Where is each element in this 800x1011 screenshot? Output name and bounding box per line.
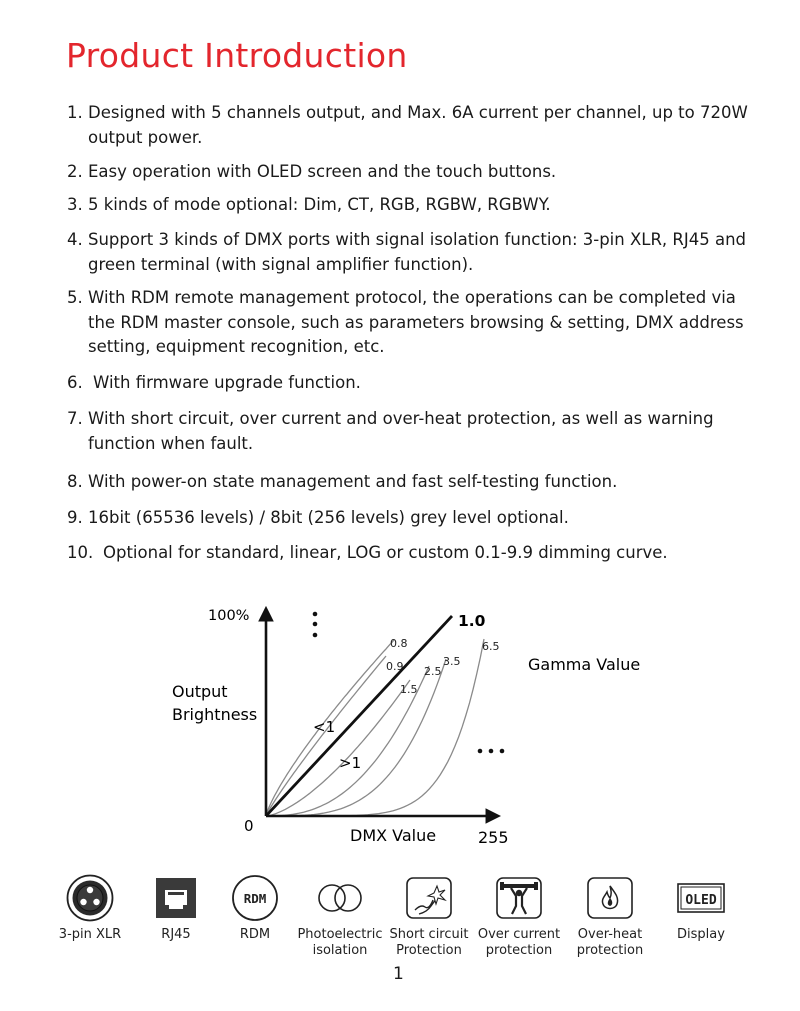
oled-glyph: OLED: [685, 893, 717, 908]
curve-label-gamma-1-5: 1.5: [400, 683, 418, 696]
item-text: With power-on state management and fast self-testing function.: [88, 472, 618, 491]
list-item: [67, 160, 757, 185]
rj45-port-icon: [152, 874, 200, 922]
curve-group: [266, 616, 484, 816]
feature-icon-label: RDM: [239, 927, 271, 942]
list-item: [67, 371, 757, 396]
oled-display-icon: [677, 874, 725, 922]
item-text: Support 3 kinds of DMX ports with signal isolation function: 3-pin XLR, RJ45 and green terminal (with signal amplifier function).: [88, 230, 747, 274]
page-number: 1: [393, 964, 404, 984]
dimming-curve-chart: [172, 595, 660, 860]
item-number: 7.: [67, 409, 83, 428]
item-text: 5 kinds of mode optional: Dim, CT, RGB, RGBW, RGBWY.: [88, 195, 551, 214]
item-text: Optional for standard, linear, LOG or custom 0.1-9.9 dimming curve.: [103, 543, 668, 562]
vertical-ellipsis: [313, 612, 318, 638]
less-than-one-label: <1: [313, 718, 336, 736]
rdm-icon: [231, 874, 279, 922]
origin-label: 0: [244, 817, 254, 835]
list-item: [67, 407, 757, 456]
feature-icon-label: 3-pin XLR: [58, 927, 122, 942]
chart-svg: [172, 595, 660, 860]
feature-icon-label: RJ45: [161, 927, 191, 942]
item-text: Easy operation with OLED screen and the touch buttons.: [88, 162, 557, 181]
item-number: 1.: [67, 103, 83, 122]
item-number: 8.: [67, 472, 83, 491]
item-text: Designed with 5 channels output, and Max. 6A current per channel, up to 720W output power.: [88, 103, 748, 147]
item-number: 9.: [67, 508, 83, 527]
curve-gamma-1-5: [266, 680, 410, 816]
x-axis-label: DMX Value: [350, 826, 437, 845]
list-item: [67, 193, 757, 218]
y-axis-label-line2: Brightness: [172, 705, 258, 724]
over-current-icon: [495, 874, 543, 922]
list-item: [67, 286, 757, 360]
item-number: 6.: [67, 373, 83, 392]
feature-icon-label: Display: [677, 927, 725, 942]
y-max-label: 100%: [208, 608, 250, 624]
curve-label-gamma-0-9: 0.9: [386, 660, 404, 673]
short-circuit-icon: [405, 874, 453, 922]
item-number: 4.: [67, 230, 83, 249]
curve-label-group: [386, 637, 500, 696]
photoelectric-isolation-icon: [316, 874, 364, 922]
item-number: 3.: [67, 195, 83, 214]
curve-label-gamma-6-5: 6.5: [482, 640, 500, 653]
feature-icon-row: [40, 870, 780, 990]
y-axis-label-line1: Output: [172, 682, 228, 701]
list-item: [67, 506, 757, 531]
curve-gamma-0-9: [266, 656, 386, 816]
linear-curve-label: 1.0: [458, 612, 486, 630]
item-text: With short circuit, over current and over-heat protection, as well as warning function when fault.: [88, 409, 714, 453]
list-item: [67, 541, 757, 566]
feature-icon-label: Photoelectric isolation: [297, 927, 383, 958]
rdm-glyph: RDM: [243, 891, 267, 906]
feature-icon-label: Short circuit Protection: [389, 927, 469, 958]
feature-icon-label: Over-heat protection: [576, 927, 644, 958]
gamma-value-label: Gamma Value: [528, 655, 641, 674]
list-item: [67, 470, 757, 495]
item-text: 16bit (65536 levels) / 8bit (256 levels) grey level optional.: [88, 508, 569, 527]
curve-label-gamma-3-5: 3.5: [443, 655, 461, 668]
greater-than-one-label: >1: [339, 754, 362, 772]
over-heat-icon: [586, 874, 634, 922]
item-text: With RDM remote management protocol, the operations can be completed via the RDM master console, such as parameters browsing & setting, DMX address setting, equipment recognition, etc.: [88, 288, 744, 356]
item-number: 5.: [67, 288, 83, 307]
xlr-connector-icon: [66, 874, 114, 922]
curve-label-gamma-0-8: 0.8: [390, 637, 408, 650]
curve-label-gamma-2-5: 2.5: [424, 665, 442, 678]
x-max-label: 255: [478, 828, 509, 847]
list-item: [67, 228, 757, 277]
list-item: [67, 101, 757, 150]
item-number: 2.: [67, 162, 83, 181]
feature-icon-label: Over current protection: [477, 927, 561, 958]
item-text: With firmware upgrade function.: [93, 373, 361, 392]
horizontal-ellipsis: [478, 749, 505, 754]
page-title: Product Introduction: [66, 36, 408, 75]
item-number: 10.: [67, 543, 94, 562]
